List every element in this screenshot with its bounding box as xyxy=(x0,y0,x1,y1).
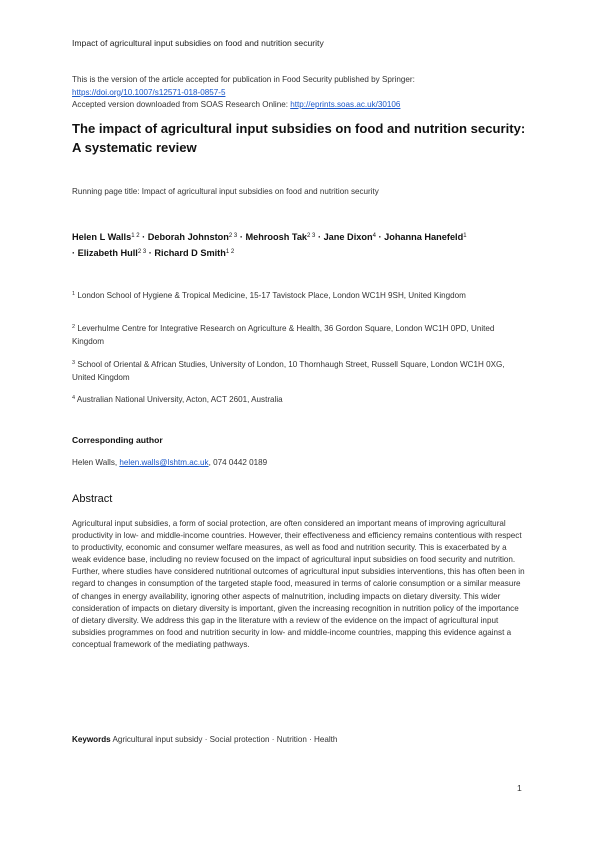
affiliation-1: $^1$ London School of Hygiene & Tropical Medicine, 15-17 Tavistock Place, London WC1H 9SH, United Kingdom xyxy=(72,291,466,300)
abstract-text: Agricultural input subsidies, a form of social protection, are often considered an important means of improving agricultural productivity in low- and middle-income countries. However, their effectiveness and efficiency remains contentious with respect to productivity, economic and consumer welfare measures, as well as food and nutrition security. This is exacerbated by a weak evidence base, including no review focused on the impact of agricultural input subsidies on food security and nutrition. Further, where studies have considered nutritional outcomes of agricultural input subsidies interventions, this has often been in regard to changes in consumption of the targeted staple food, measured in terms of calorie consumption or a similar measure of changes in energy availability, ignoring other aspects of malnutrition, including impacts on dietary diversity. This wider consideration of impacts on dietary diversity is important, given the increasing recognition in nutrition policy of the importance of dietary diversity. We address this gap in the literature with a review of the evidence on the impact of agricultural input subsidies programmes on food and nutrition security in low- and middle-income countries, mapping this evidence against a conceptual framework of the mediating pathways. xyxy=(72,519,525,649)
affiliation-4: $^4$ Australian National University, Acton, ACT 2601, Australia xyxy=(72,395,283,404)
running-header: Impact of agricultural input subsidies on food and nutrition security xyxy=(72,38,324,48)
author-affil-sup: 1 2 xyxy=(131,233,140,239)
eprints-link[interactable]: http://eprints.soas.ac.uk/30106 xyxy=(290,100,401,109)
email-link[interactable]: helen.walls@lshtm.ac.uk xyxy=(119,458,209,467)
affiliation-2: $^2$ Leverhulme Centre for Integrative Research on Agriculture & Health, 36 Gordon Square, London WC1H 0PD, United Kingdom xyxy=(72,324,495,346)
keywords-text: Agricultural input subsidy · Social protection · Nutrition · Health xyxy=(110,735,338,744)
author: Deborah Johnston xyxy=(147,232,229,242)
accepted-version-note xyxy=(72,74,532,112)
abstract-heading: Abstract xyxy=(72,493,113,505)
author-affil-sup: 1 2 xyxy=(225,248,235,255)
author: Mehroosh Tak xyxy=(245,232,308,242)
paper-title: The impact of agricultural input subsidies on food and nutrition security: A systematic review xyxy=(72,121,526,155)
affiliation-3: $^3$ School of Oriental & African Studies, University of London, 10 Thornhaugh Street, Russell Square, London WC1H 0XG, United Kingdom xyxy=(72,360,505,382)
author-affil-sup: 4 xyxy=(372,233,376,239)
running-page-title: Running page title: Impact of agricultural input subsidies on food and nutrition security xyxy=(72,187,379,196)
author-affil-sup: 2 3 xyxy=(137,248,147,255)
page-number: 1 xyxy=(517,783,522,793)
author: Johanna Hanefeld xyxy=(384,232,464,242)
doi-link[interactable]: https://doi.org/10.1007/s12571-018-0857-5 xyxy=(72,87,226,97)
downloaded-line: Accepted version downloaded from SOAS Research Online: http://eprints.soas.ac.uk/30106 xyxy=(72,100,401,109)
author-affil-sup: 2 3 xyxy=(228,233,238,239)
author-affil-sup: 1 xyxy=(463,233,467,239)
author: Richard D Smith xyxy=(154,247,226,258)
keywords-label: Keywords xyxy=(72,735,111,744)
accepted-line: This is the version of the article accepted for publication in Food Security published by Springer: xyxy=(72,75,415,84)
author: Jane Dixon xyxy=(323,232,373,242)
author: Helen L Walls xyxy=(72,232,132,242)
author-list: Helen L Walls$^{1 2}$ · Deborah Johnston$^{2 3}$ · Mehroosh Tak$^{2 3}$ · Jane Dixon$^4$ · Johanna Hanefeld$^1$ · Elizabeth Hull$^{2 3}$ · Richard D Smith$^{1 2}$ xyxy=(72,232,467,258)
keywords-line xyxy=(72,735,337,744)
author: Elizabeth Hull xyxy=(77,247,138,258)
author-affil-sup: 2 3 xyxy=(307,233,316,239)
corresponding-author-contact: Helen Walls, helen.walls@lshtm.ac.uk, 074 0442 0189 xyxy=(72,458,268,467)
corresponding-author-heading: Corresponding author xyxy=(72,435,163,445)
